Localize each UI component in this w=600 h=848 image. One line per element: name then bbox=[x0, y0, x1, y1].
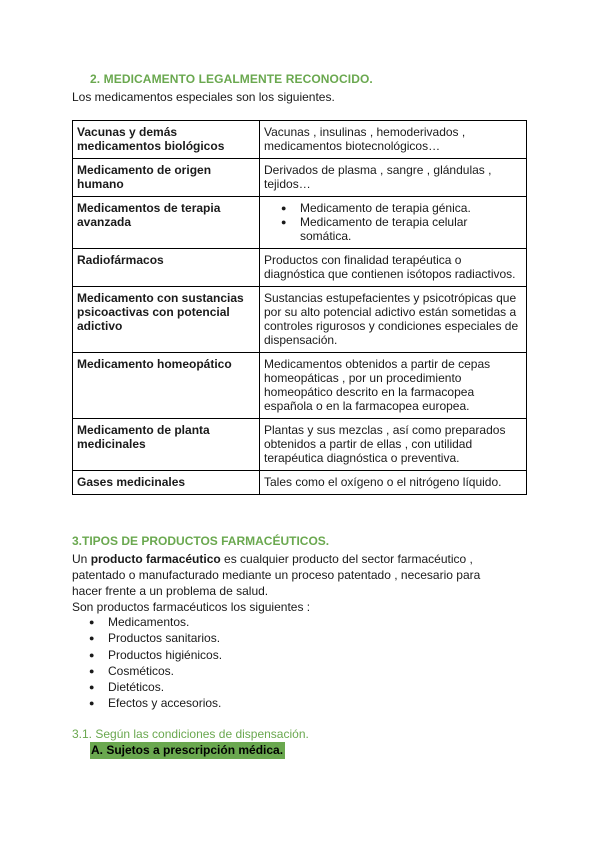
therapy-list bbox=[264, 201, 522, 243]
para-text-post: es cualquier producto del sector farmacéutico , patentado o manufacturado mediante un proceso patentado , necesario para hacer frente a un problema de salud. bbox=[72, 552, 481, 598]
row-key: Medicamento con sustancias psicoactivas con potencial adictivo bbox=[73, 287, 260, 353]
list-item: ● Productos higiénicos. bbox=[108, 647, 222, 663]
section-3-paragraph bbox=[72, 551, 512, 615]
row-key: Medicamento homeopático bbox=[73, 353, 260, 419]
row-key: Gases medicinales bbox=[73, 471, 260, 495]
table-row bbox=[73, 249, 527, 287]
row-key: Radiofármacos bbox=[73, 249, 260, 287]
list-item: ● Dietéticos. bbox=[108, 679, 222, 695]
highlighted-subheading: A. Sujetos a prescripción médica. bbox=[91, 743, 284, 757]
table-row bbox=[73, 353, 527, 419]
list-item: ● Efectos y accesorios. bbox=[108, 695, 222, 711]
list-intro: Son productos farmacéuticos los siguientes : bbox=[72, 600, 311, 614]
row-value: Sustancias estupefacientes y psicotrópicas que por su alto potencial adictivo están sometidas a controles rigurosos y condiciones especiales de dispensación. bbox=[260, 287, 527, 353]
section-3-1-heading: 3.1. Según las condiciones de dispensación. bbox=[72, 727, 309, 741]
para-text-bold: producto farmacéutico bbox=[90, 552, 221, 566]
section-3-heading: 3.TIPOS DE PRODUCTOS FARMACÉUTICOS. bbox=[72, 534, 330, 548]
row-value-list bbox=[260, 197, 527, 249]
section-2-heading: 2. MEDICAMENTO LEGALMENTE RECONOCIDO. bbox=[90, 72, 373, 86]
list-item: ● Medicamentos. bbox=[108, 614, 222, 630]
products-list bbox=[108, 614, 222, 712]
row-key: Medicamento de origen humano bbox=[73, 159, 260, 197]
table-row bbox=[73, 197, 527, 249]
row-value: Medicamentos obtenidos a partir de cepas homeopáticas , por un procedimiento homeopático descrito en la farmacopea española o en la farmacopea europea. bbox=[260, 353, 527, 419]
list-item: ● Medicamento de terapia celular somática. bbox=[300, 215, 522, 243]
list-item: ● Medicamento de terapia génica. bbox=[300, 201, 522, 215]
list-item: ● Cosméticos. bbox=[108, 663, 222, 679]
row-value: Tales como el oxígeno o el nitrógeno líquido. bbox=[260, 471, 527, 495]
special-medicines-table bbox=[72, 120, 527, 495]
row-value: Vacunas , insulinas , hemoderivados , medicamentos biotecnológicos… bbox=[260, 121, 527, 159]
row-value: Derivados de plasma , sangre , glándulas , tejidos… bbox=[260, 159, 527, 197]
para-text-pre: Un bbox=[72, 552, 91, 566]
table-row bbox=[73, 159, 527, 197]
row-key: Medicamento de planta medicinales bbox=[73, 419, 260, 471]
table-row bbox=[73, 419, 527, 471]
list-item: ● Productos sanitarios. bbox=[108, 630, 222, 646]
row-value: Productos con finalidad terapéutica o diagnóstica que contienen isótopos radiactivos. bbox=[260, 249, 527, 287]
table-row bbox=[73, 471, 527, 495]
row-value: Plantas y sus mezclas , así como preparados obtenidos a partir de ellas , con utilidad terapéutica diagnóstica o preventiva. bbox=[260, 419, 527, 471]
table-row bbox=[73, 287, 527, 353]
row-key: Medicamentos de terapia avanzada bbox=[73, 197, 260, 249]
row-key: Vacunas y demás medicamentos biológicos bbox=[73, 121, 260, 159]
section-2-intro: Los medicamentos especiales son los siguientes. bbox=[72, 90, 335, 104]
table-row bbox=[73, 121, 527, 159]
